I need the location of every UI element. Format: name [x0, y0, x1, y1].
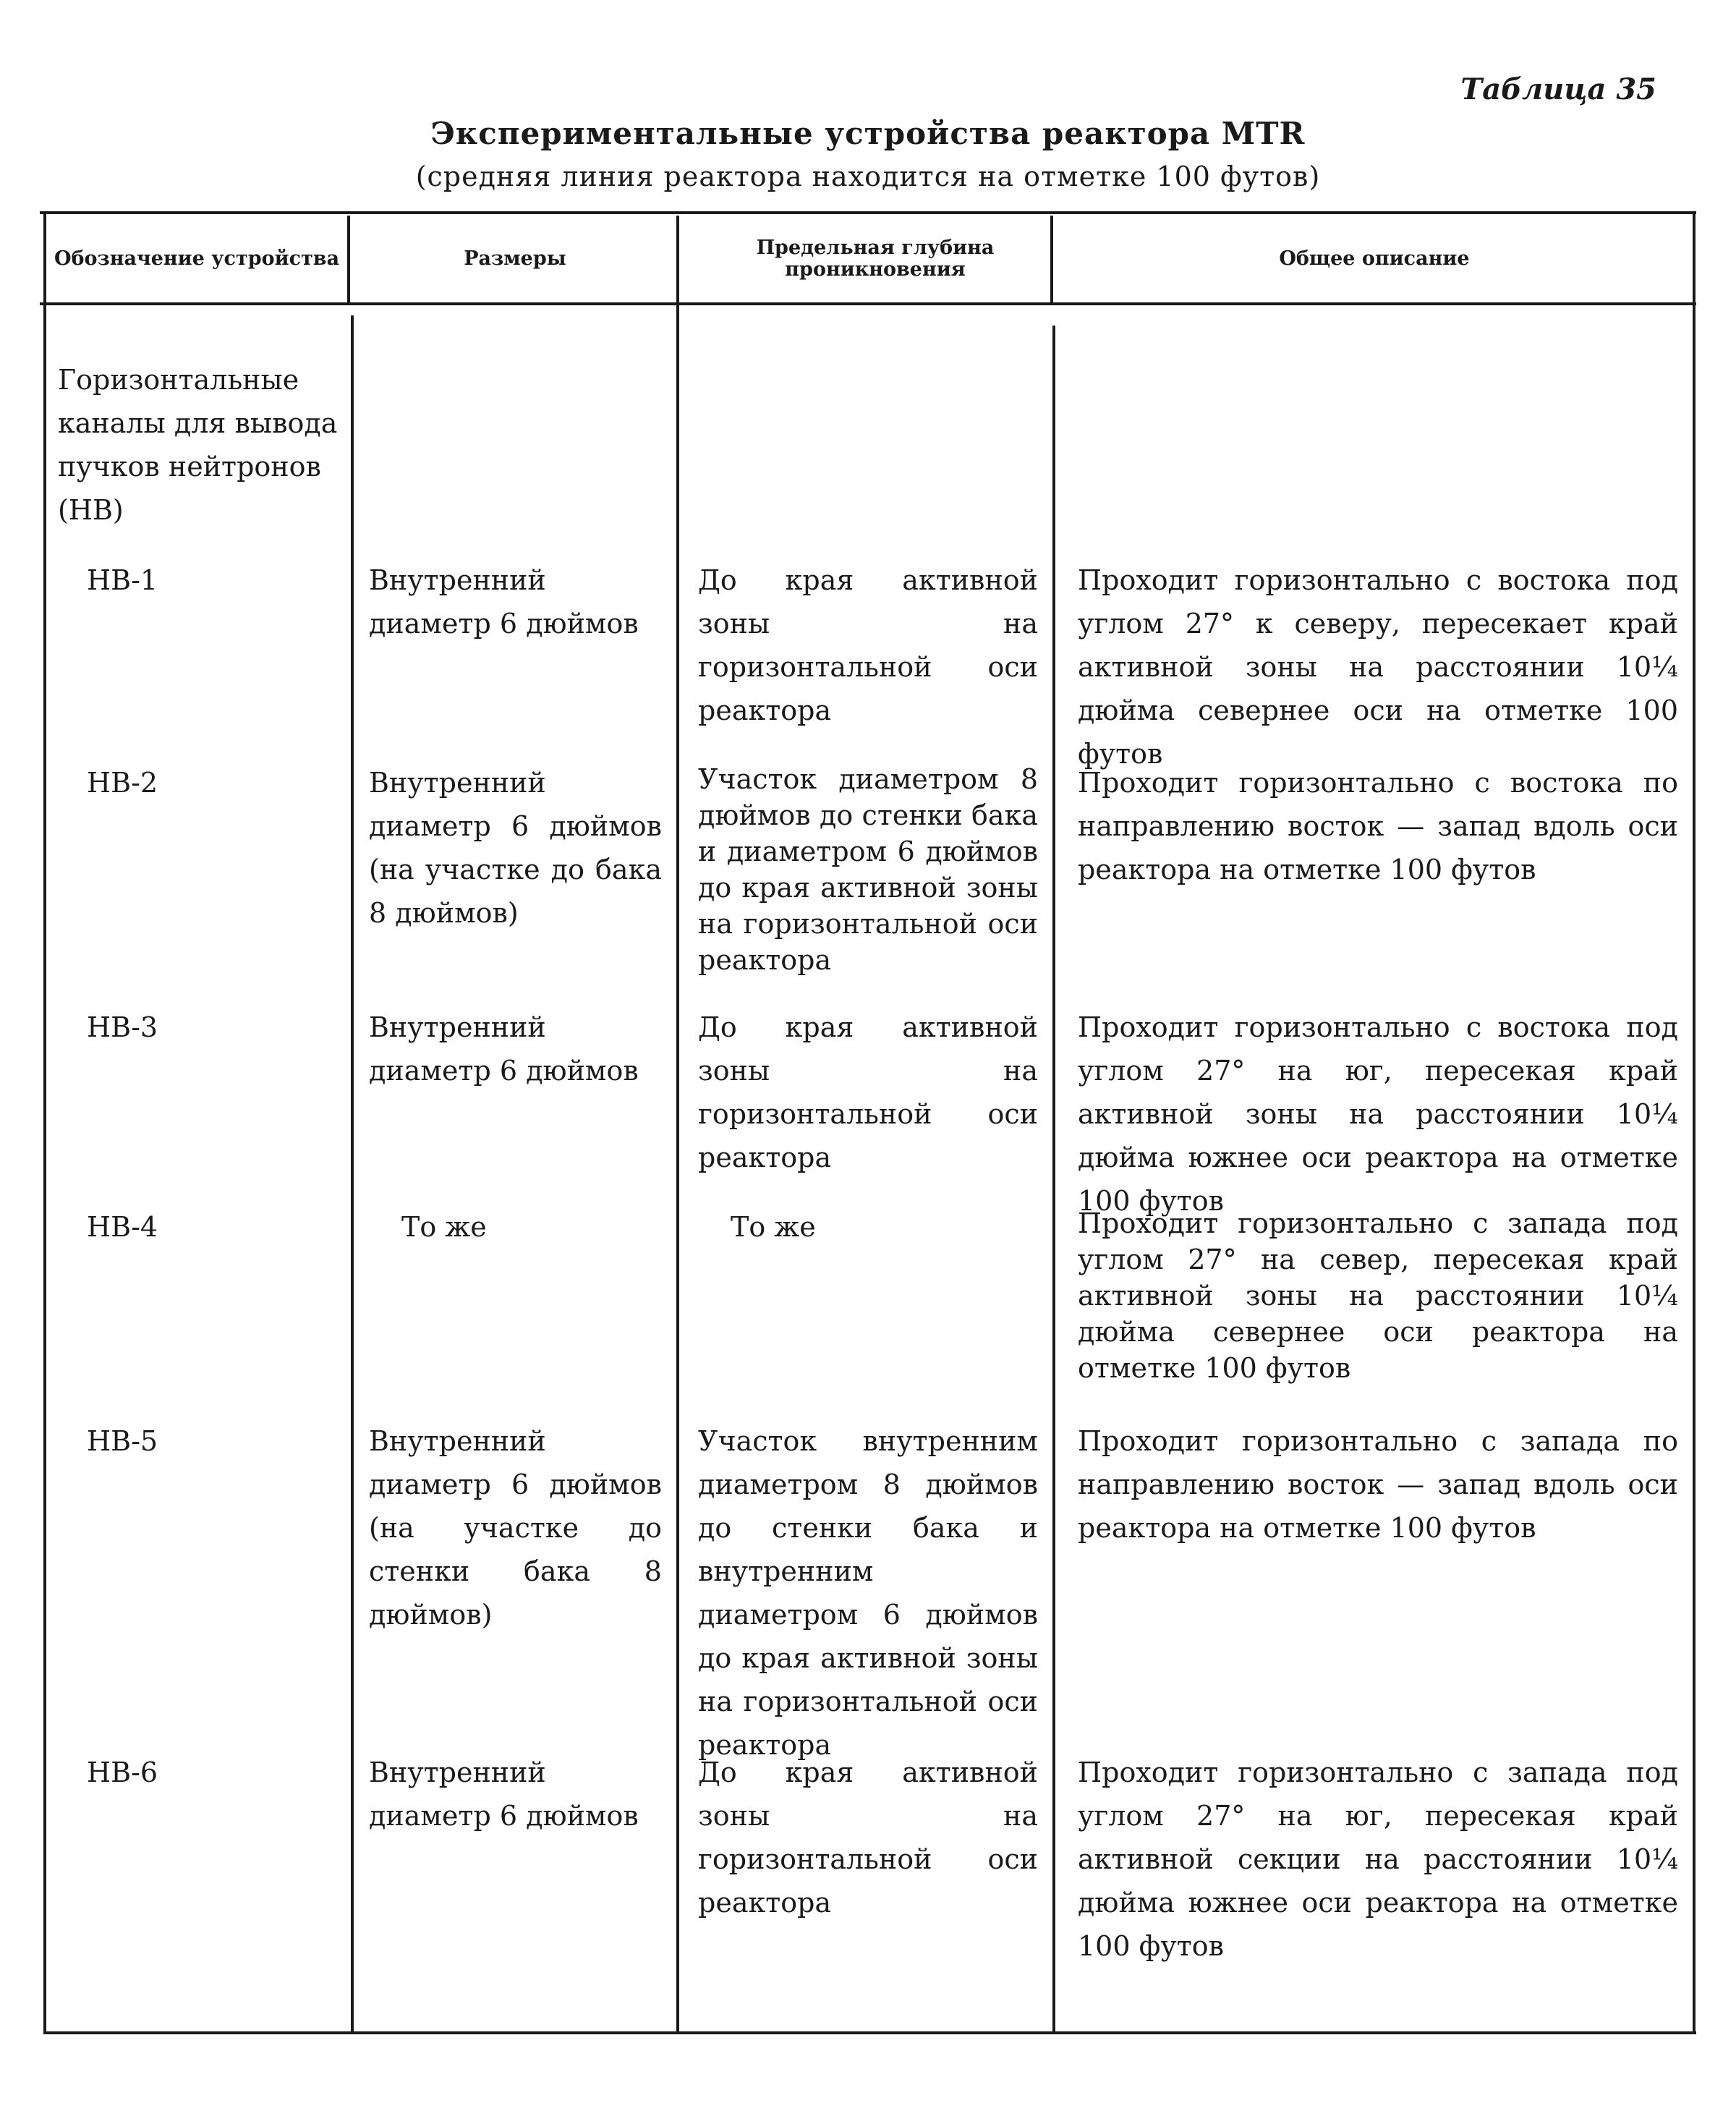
table-title: Экспериментальные устройства реактора MTR — [430, 116, 1306, 151]
header-dimensions: Размеры — [464, 247, 566, 270]
column-divider — [347, 216, 350, 304]
row-designation: НВ-3 — [87, 1011, 158, 1043]
column-divider — [1693, 211, 1695, 2031]
row-designation: НВ-4 — [87, 1211, 158, 1243]
row-depth: До края активной зоны на горизонтальной оси реактора — [698, 1756, 1038, 1919]
row-dimensions: Внутренний диаметр 6 дюймов (на участке до стенки бака 8 дюймов) — [369, 1425, 662, 1631]
column-divider — [351, 315, 354, 2031]
table-bottom-rule — [43, 2031, 1696, 2034]
header-depth: Предельная глубина проникновения — [756, 237, 995, 281]
row-depth: До края активной зоны на горизонтальной оси реактора — [698, 1011, 1038, 1173]
table-top-rule — [40, 211, 1696, 214]
row-designation: НВ-1 — [87, 564, 158, 596]
column-divider — [1052, 326, 1055, 2031]
column-divider — [43, 211, 46, 2031]
row-description: Проходит горизонтально с востока по направлению восток — запад вдоль оси реактора на отметке 100 футов — [1078, 767, 1678, 885]
table-number: Таблица 35 — [1460, 72, 1656, 106]
row-description: Проходит горизонтально с запада под углом 27° на юг, пересекая край активной секции на расстоянии 10¼ дюйма южнее оси реактора на отметке 100 футов — [1078, 1756, 1678, 1962]
row-dimensions: Внутренний диаметр 6 дюймов (на участке до бака 8 дюймов) — [369, 767, 662, 929]
table-subtitle: (средняя линия реактора находится на отметке 100 футов) — [415, 161, 1321, 192]
row-designation: НВ-6 — [87, 1756, 158, 1788]
header-designation: Обозначение устройства — [54, 247, 340, 270]
row-depth: До края активной зоны на горизонтальной оси реактора — [698, 564, 1038, 726]
row-designation: НВ-2 — [87, 767, 158, 799]
column-divider — [1050, 216, 1053, 304]
row-description: Проходит горизонтально с запада под углом 27° на север, пересекая край активной зоны на расстоянии 10¼ дюйма севернее оси реактора на отметке 100 футов — [1078, 1207, 1678, 1384]
row-description: Проходит горизонтально с востока под углом 27° к северу, пересекает край активной зоны на расстоянии 10¼ дюйма севернее оси на отметке 100 футов — [1078, 564, 1678, 770]
row-dimensions: Внутренний диаметр 6 дюймов — [369, 1011, 639, 1087]
row-depth: Участок диаметром 8 дюймов до стенки бака и диаметром 6 дюймов до края активной зоны на горизонтальной оси реактора — [698, 763, 1038, 976]
row-description: Проходит горизонтально с запада по направлению восток — запад вдоль оси реактора на отметке 100 футов — [1078, 1425, 1678, 1544]
header-description: Общее описание — [1279, 247, 1470, 270]
row-depth: То же — [731, 1211, 816, 1243]
row-dimensions: Внутренний диаметр 6 дюймов — [369, 1756, 639, 1832]
header-bottom-rule — [40, 302, 1696, 305]
row-dimensions: То же — [401, 1211, 487, 1243]
row-dimensions: Внутренний диаметр 6 дюймов — [369, 564, 639, 640]
row-depth: Участок внутренним диаметром 8 дюймов до стенки бака и внутренним диаметром 6 дюймов до края активной зоны на горизонтальной оси реактора — [698, 1425, 1038, 1761]
row-designation: НВ-5 — [87, 1425, 158, 1457]
group-label: Горизонтальные каналы для вывода пучков нейтронов (НВ) — [58, 364, 338, 526]
row-description: Проходит горизонтально с востока под углом 27° на юг, пересекая край активной зоны на расстоянии 10¼ дюйма южнее оси реактора на отметке 100 футов — [1078, 1011, 1678, 1217]
column-divider — [676, 216, 679, 2031]
